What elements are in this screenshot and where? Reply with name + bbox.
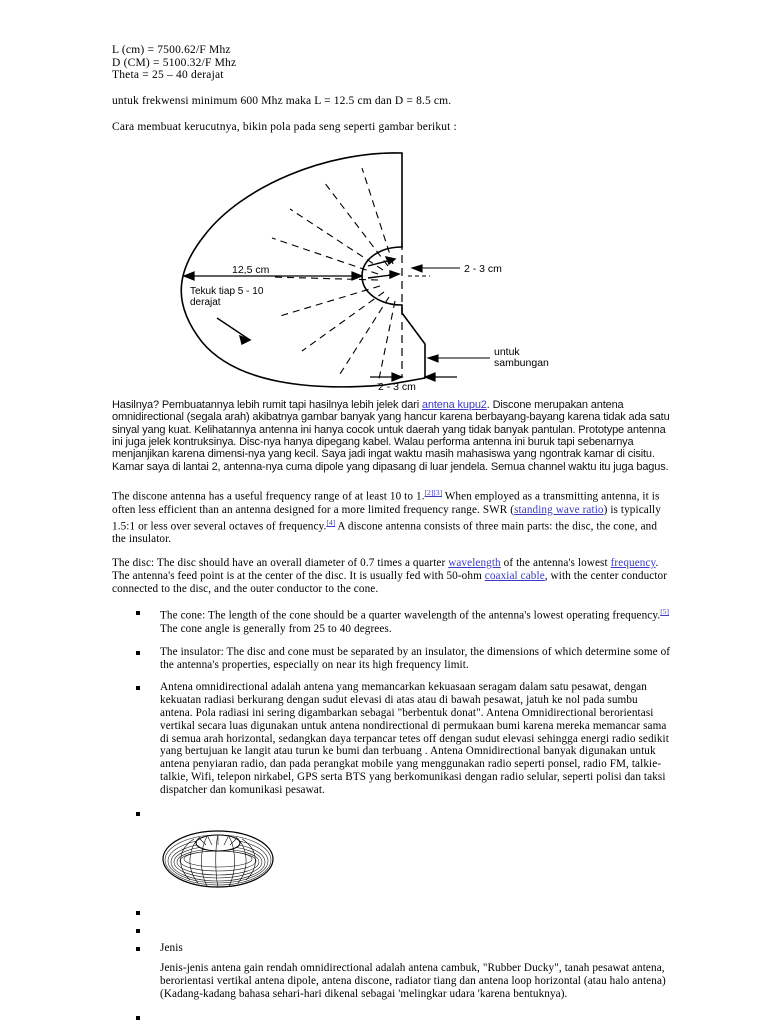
figure-label-top-gap: 2 - 3 cm: [464, 262, 502, 275]
jenis-heading: Jenis: [160, 941, 183, 954]
figure-label-diameter: 12,5 cm: [232, 263, 270, 276]
figure-label-fold-line2: derajat: [190, 296, 221, 308]
wiki-p1-seg1: The discone antenna has a useful frequency range of at least 10 to 1.: [112, 490, 425, 503]
insulator-bullet-text: The insulator: The disc and cone must be separated by an insulator, the dimensions of which determine some of the antenna's properties, especially on near its high frequency limit.: [160, 645, 671, 671]
donut-radiation-pattern-icon: [160, 825, 276, 893]
wiki-paragraph-discone-range: [112, 487, 672, 546]
figure-label-joint-line1: untuk: [494, 345, 520, 358]
list-item-empty-1: [112, 807, 672, 815]
wiki-p1-seg2: When employed as a transmitting antenna, it is often less efficient than an antenna designed for a more limited frequency range. SWR (: [112, 490, 660, 516]
indonesian-review-paragraph: [112, 399, 672, 473]
antena-kupu2-link[interactable]: antena kupu2: [421, 398, 487, 411]
list-item-empty-2: [112, 906, 672, 914]
antenna-parts-list: [112, 606, 672, 814]
reference-2-3[interactable]: [425, 488, 443, 497]
cone-pattern-figure: [112, 146, 672, 391]
omnidirectional-bullet-text: Antena omnidirectional adalah antena yang memancarkan kekuasaan seragam dalam satu pesawat, dengan kekuatan radiasi berkurang dengan sudut elevasi di atas atau di bawah pesawat, jatuh ke nol pada sumbu antena. Pola radiasi ini sering digambarkan sebagai "berbentuk donat". Antena Omnidirectional berorientasi vertikal secara luas digunakan untuk antena nondirectional di permukaan bumi karena mereka memancar sama di semua arah horizontal, sedangkan daya terpancar tetes off dengan sudut elevasi sehingga energi radio sedikit yang bertujuan ke langit atau turun ke bumi dan terbuang . Antena Omnidirectional banyak digunakan untuk antena penyiaran radio, dan pada perangkat mobile yang menggunakan radio seperti ponsel, radio FM, talkie-talkie, Wifi, telepon nirkabel, GPS serta BTS yang berkomunikasi dengan radio selular, seperti polisi dan taksi dispatcher dan komunikasi pesawat.: [160, 681, 669, 796]
wiki-p1-seg3: ) is typically 1.5:1 or less over several octaves of frequency.: [112, 503, 661, 533]
frequency-link[interactable]: frequency: [610, 557, 656, 570]
reference-4-link[interactable]: [4]: [326, 517, 336, 527]
list-item-insulator: [112, 646, 672, 672]
torus-figure-wrap: [112, 825, 672, 898]
list-item-empty-3: [112, 924, 672, 932]
jenis-body-text: Jenis-jenis antena gain rendah omnidirectional adalah antena cambuk, "Rubber Ducky", tanah pesawat antena, berorientasi vertikal antena dipole, antena discone, radiator tiang dan antena loop horizontal (atau halo antena) (Kadang-kadang bahasa sehari-hari dikenal sebagai 'melingkar udara 'karena bentuknya).: [160, 962, 666, 1000]
figure-label-joint-line2: sambungan: [494, 356, 549, 369]
wiki-p2-seg3: . The antenna's feed point is at the center of the disc. It is usually fed with 50-ohm: [112, 557, 659, 582]
reference-2-3-link[interactable]: [2][3]: [424, 488, 443, 498]
list-item-omnidirectional: [112, 681, 672, 796]
figure-label-fold-line1: Tekuk tiap 5 - 10: [190, 285, 264, 297]
standing-wave-ratio-link[interactable]: standing wave ratio: [514, 503, 604, 516]
formula-line-theta: Theta = 25 – 40 derajat: [112, 69, 224, 82]
formula-line-d: D (CM) = 5100.32/F Mhz: [112, 56, 237, 69]
formula-block: [112, 44, 672, 82]
list-item-empty-4: [112, 1011, 672, 1019]
top-gap-leader: [408, 265, 460, 276]
coaxial-cable-link[interactable]: coaxial cable: [484, 569, 545, 582]
review-text-after-link: . Discone merupakan antena omnidirectional (segala arah) akibatnya gambar banyak yang hancur karena berbayang-bayang karena tidak ada satu sinyal yang kuat. Kelihatannya antenna ini hanya cocok untuk daerah yang tidak banyak pantulan. Prototype antenna ini juga jelek kontruksinya. Disc-nya hanya dipegang kabel. Walau performa antenna ini buruk tapi sebenarnya menjanjikan karena dimensi-nya yang kecil. Saya jadi ingat waktu masih mahasiswa yang ngontrak kamar di cisitu. Kamar saya di lantai 2, antenna-nya cuma dipole yang dipasang di luar jendela. Semua channel waktu itu juga bagus.: [112, 398, 670, 473]
wiki-paragraph-disc: [112, 557, 672, 595]
reference-5-link[interactable]: [5]: [660, 607, 669, 617]
document-content: [112, 44, 672, 1029]
fold-label-arrow: [217, 318, 250, 344]
reference-5[interactable]: [660, 607, 669, 616]
joint-leader: [428, 355, 490, 362]
figure-label-bottom: 2 - 3 cm: [378, 380, 416, 391]
cone-bullet-seg2: The cone angle is generally from 25 to 40 degrees.: [160, 622, 392, 635]
cone-pattern-svg: [112, 146, 672, 391]
reference-4[interactable]: [326, 518, 335, 527]
cone-bullet-seg1: The cone: The length of the cone should be a quarter wavelength of the antenna's lowest operating frequency.: [160, 610, 661, 623]
intro-pattern-line: Cara membuat kerucutnya, bikin pola pada seng seperti gambar berikut :: [112, 120, 457, 133]
jenis-section-list: [112, 906, 672, 1019]
list-item-jenis: [112, 942, 672, 1001]
wavelength-link[interactable]: wavelength: [448, 557, 501, 570]
wiki-p2-seg1: The disc: The disc should have an overall diameter of 0.7 times a quarter: [112, 557, 449, 570]
gap-arrows: [368, 257, 399, 278]
intro-frequency-line: untuk frekwensi minimum 600 Mhz maka L = 12.5 cm dan D = 8.5 cm.: [112, 94, 452, 107]
list-item-cone: [112, 606, 672, 635]
wiki-p1-seg4: A discone antenna consists of three main parts: the disc, the cone, and the insulator.: [112, 520, 658, 546]
formula-line-l: L (cm) = 7500.62/F Mhz: [112, 44, 231, 56]
wiki-p2-seg4: , with the center conductor connected to the disc, and the outer conductor to the cone.: [112, 569, 668, 595]
wiki-p2-seg2: of the antenna's lowest: [500, 557, 611, 570]
review-text-before-link: Hasilnya? Pembuatannya lebih rumit tapi hasilnya lebih jelek dari: [112, 398, 422, 411]
